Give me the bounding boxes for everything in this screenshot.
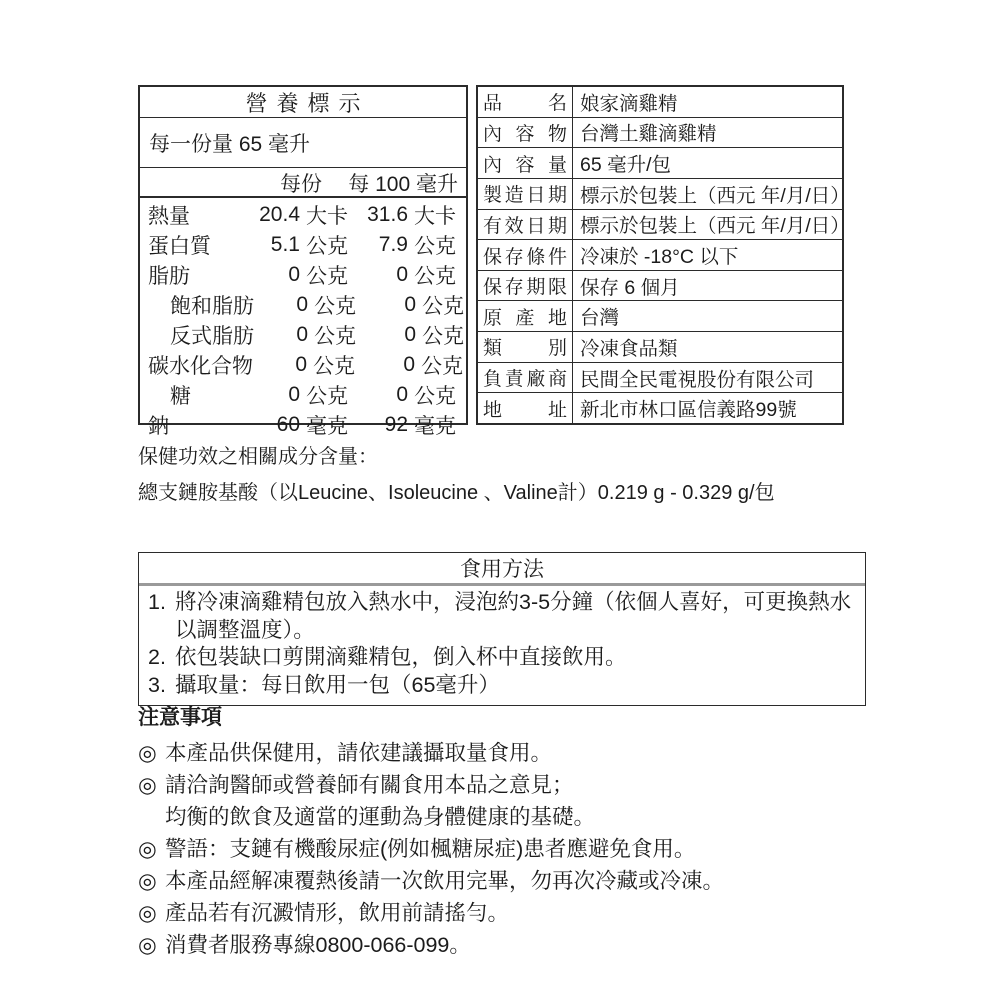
- info-label: 類別: [478, 332, 573, 362]
- note-text: 本產品供保健用，請依建議攝取量食用。: [165, 741, 553, 765]
- info-value: 65 毫升/包: [580, 154, 672, 177]
- nutrition-column-headers: [140, 168, 466, 198]
- info-value: 標示於包裝上（西元 年/月/日）: [580, 184, 850, 207]
- info-label: 有效日期: [478, 210, 573, 240]
- info-row-shelf-life: [478, 271, 842, 302]
- usage-item-2: [148, 644, 856, 672]
- per-serving-value: 0: [288, 263, 300, 286]
- per-100ml-unit: 公克: [421, 355, 463, 378]
- note-line-4: [138, 865, 883, 897]
- per-serving-unit: 毫克: [306, 415, 348, 438]
- info-label: 負責廠商: [478, 363, 573, 393]
- nutrition-row-sodium: [140, 410, 466, 440]
- note-line-2-continued: [138, 801, 883, 833]
- info-row-expiry-date: [478, 210, 850, 241]
- nutrition-row-carbohydrate: [140, 350, 466, 380]
- note-line-3: [138, 833, 883, 865]
- note-line-5: [138, 897, 883, 929]
- per-serving-unit: 公克: [314, 295, 356, 318]
- info-value: 冷凍食品類: [580, 337, 678, 360]
- usage-item-1: [148, 589, 856, 644]
- item-text: 攝取量：每日飲用一包（65毫升）: [175, 672, 500, 697]
- info-row-product-name: [478, 87, 842, 118]
- per-serving-value: 20.4: [259, 203, 300, 226]
- info-value: 新北市林口區信義路99號: [580, 399, 797, 422]
- nutrition-row-trans-fat: [140, 320, 466, 350]
- info-label: 製造日期: [478, 179, 573, 209]
- info-value: 台灣: [580, 307, 620, 330]
- per-serving-unit: 公克: [314, 325, 356, 348]
- per-serving-value: 0: [296, 293, 308, 316]
- info-row-origin: [478, 301, 842, 332]
- precautions-section: [138, 703, 883, 961]
- info-value: 保存 6 個月: [580, 276, 680, 299]
- usage-instructions-box: [138, 552, 866, 706]
- item-text: 將冷凍滴雞精包放入熱水中，浸泡約3-5分鐘（依個人喜好，可更換熱水以調整溫度）。: [175, 590, 852, 642]
- per-100ml-value: 0: [403, 353, 415, 376]
- note-line-2: [138, 769, 883, 801]
- bullet-icon: ◎: [138, 773, 157, 797]
- note-text: 產品若有沉澱情形，飲用前請搖勻。: [165, 901, 510, 925]
- nutrient-label: 反式脂肪: [170, 325, 254, 348]
- info-row-storage-condition: [478, 240, 842, 271]
- info-row-category: [478, 332, 842, 363]
- per-100ml-unit: 公克: [414, 235, 456, 258]
- per-100ml-unit: 公克: [414, 265, 456, 288]
- health-claim-section: [138, 445, 878, 505]
- per-serving-unit: 公克: [306, 385, 348, 408]
- per-100ml-value: 0: [404, 293, 416, 316]
- usage-items: [139, 586, 865, 705]
- item-number: 2.: [148, 645, 166, 669]
- info-label: 保存條件: [478, 240, 573, 270]
- per-serving-value: 0: [288, 383, 300, 406]
- item-text: 依包裝缺口剪開滴雞精包，倒入杯中直接飲用。: [175, 645, 627, 669]
- bullet-icon: ◎: [138, 901, 157, 925]
- nutrient-label: 熱量: [148, 205, 190, 228]
- bullet-icon: ◎: [138, 741, 157, 765]
- note-text: 消費者服務專線0800-066-099。: [165, 933, 471, 957]
- per-100ml-unit: 毫克: [414, 415, 456, 438]
- info-value: 台灣土雞滴雞精: [580, 123, 717, 146]
- info-value: 冷凍於 -18°C 以下: [580, 246, 739, 269]
- nutrition-row-calories: [140, 200, 466, 230]
- note-line-6: [138, 929, 883, 961]
- usage-item-3: [148, 672, 856, 700]
- per-100ml-value: 7.9: [378, 233, 408, 256]
- nutrition-facts-table: [138, 85, 468, 438]
- per-100ml-value: 92: [384, 413, 408, 436]
- per-serving-unit: 大卡: [306, 205, 348, 228]
- info-row-responsible-company: [478, 363, 842, 394]
- per-100ml-unit: 公克: [414, 385, 456, 408]
- info-label: 地址: [478, 393, 573, 423]
- product-info-table: [476, 85, 850, 425]
- info-row-net-content: [478, 148, 842, 179]
- per-serving-value: 0: [296, 323, 308, 346]
- nutrient-label: 飽和脂肪: [170, 295, 254, 318]
- health-claim-heading: 保健功效之相關成分含量：: [138, 446, 378, 468]
- info-value: 標示於包裝上（西元 年/月/日）: [580, 215, 850, 238]
- nutrition-row-fat: [140, 260, 466, 290]
- nutrient-label: 蛋白質: [148, 235, 211, 258]
- per-serving-value: 0: [295, 353, 307, 376]
- health-claim-content: 總支鏈胺基酸（以Leucine、Isoleucine 、Valine計）0.219 g - 0.329 g/包: [138, 482, 775, 504]
- note-text: 警語：支鏈有機酸尿症(例如楓糖尿症)患者應避免食用。: [165, 837, 696, 861]
- note-text: 請洽詢醫師或營養師有關食用本品之意見；: [165, 773, 574, 797]
- col-header-per-100ml: 每 100 毫升: [348, 173, 458, 196]
- nutrition-row-saturated-fat: [140, 290, 466, 320]
- per-100ml-unit: 大卡: [414, 205, 456, 228]
- precautions-heading: 注意事項: [138, 706, 222, 729]
- info-label: 內容量: [478, 148, 573, 178]
- info-label: 品名: [478, 87, 573, 117]
- usage-title: 食用方法: [139, 553, 865, 586]
- item-number: 1.: [148, 590, 166, 614]
- info-row-contents: [478, 118, 842, 149]
- bullet-icon: ◎: [138, 933, 157, 957]
- per-serving-unit: 公克: [313, 355, 355, 378]
- nutrient-label: 糖: [170, 385, 191, 408]
- info-value: 民間全民電視股份有限公司: [580, 368, 815, 391]
- top-tables: [138, 85, 850, 438]
- info-label: 保存期限: [478, 271, 573, 301]
- info-row-manufacture-date: [478, 179, 850, 210]
- info-label: 原產地: [478, 301, 573, 331]
- per-100ml-value: 0: [404, 323, 416, 346]
- bullet-icon: ◎: [138, 869, 157, 893]
- per-100ml-unit: 公克: [422, 325, 464, 348]
- note-text: 均衡的飲食及適當的運動為身體健康的基礎。: [165, 805, 596, 829]
- nutrition-rows: [140, 198, 466, 442]
- item-number: 3.: [148, 672, 166, 697]
- col-header-per-serving: 每份: [280, 173, 322, 196]
- nutrition-row-sugar: [140, 380, 466, 410]
- per-100ml-value: 0: [396, 383, 408, 406]
- info-row-address: [478, 393, 842, 423]
- per-100ml-unit: 公克: [422, 295, 464, 318]
- nutrient-label: 脂肪: [148, 265, 190, 288]
- note-text: 本產品經解凍覆熱後請一次飲用完畢，勿再次冷藏或冷凍。: [165, 869, 725, 893]
- nutrition-title: 營養標示: [140, 87, 466, 118]
- per-100ml-value: 0: [396, 263, 408, 286]
- info-label: 內容物: [478, 118, 573, 148]
- note-line-1: [138, 737, 883, 769]
- per-serving-unit: 公克: [306, 235, 348, 258]
- nutrient-label: 碳水化合物: [148, 355, 253, 378]
- per-serving-value: 60: [276, 413, 300, 436]
- nutrition-row-protein: [140, 230, 466, 260]
- nutrient-label: 鈉: [148, 415, 169, 438]
- per-serving-unit: 公克: [306, 265, 348, 288]
- per-serving-value: 5.1: [270, 233, 300, 256]
- bullet-icon: ◎: [138, 837, 157, 861]
- bullet-spacer: [138, 801, 165, 833]
- per-100ml-value: 31.6: [367, 203, 408, 226]
- serving-size: 每一份量 65 毫升: [140, 118, 466, 168]
- info-value: 娘家滴雞精: [580, 92, 678, 115]
